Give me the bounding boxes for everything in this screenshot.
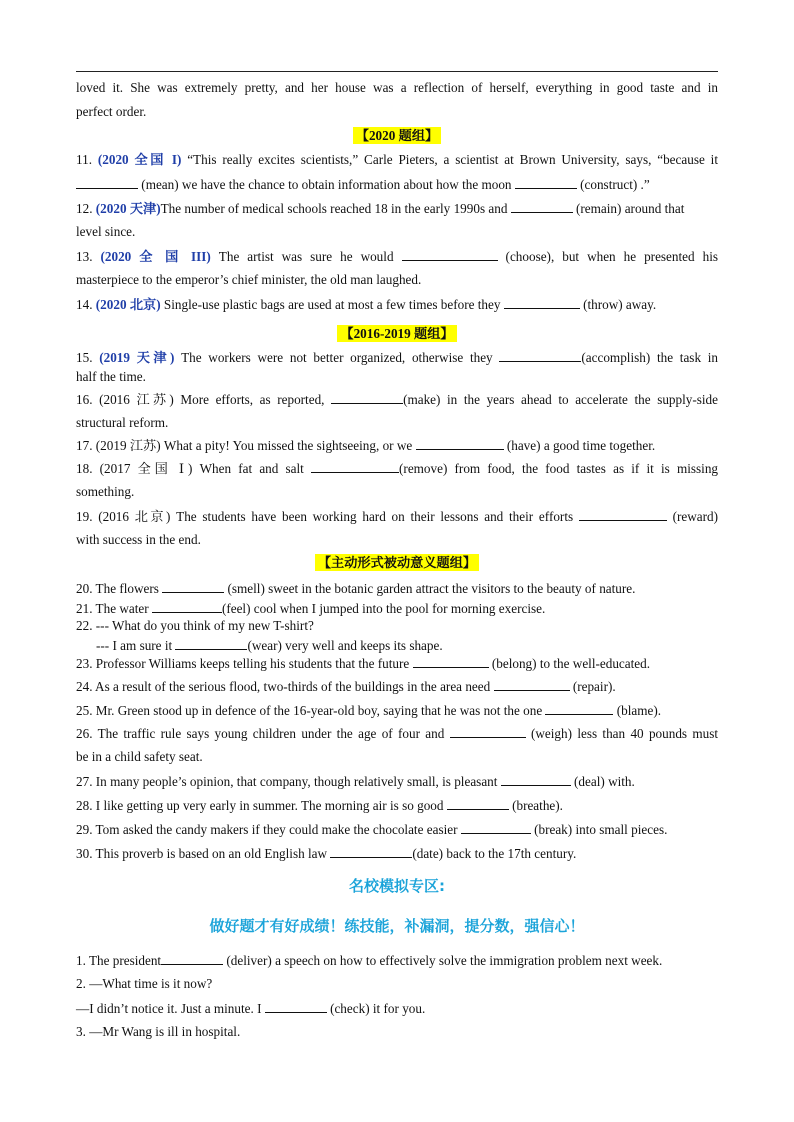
q24-text-2: (repair). (572, 679, 616, 694)
header-rule (76, 71, 718, 72)
m1-blank[interactable] (161, 952, 223, 965)
q15-text-2: (accomplish) the task in (581, 350, 719, 365)
question-22: 22. --- What do you think of my new T-shirt? (76, 618, 314, 633)
q17-text: 17. (2019 江苏) What a pity! You missed the sightseeing, or we (76, 438, 413, 453)
q27-blank[interactable] (501, 773, 571, 786)
question-23 (76, 655, 718, 672)
q12-text: The number of medical schools reached 18 in the early 1990s and (160, 201, 508, 216)
q18-blank[interactable] (311, 460, 399, 473)
q30-text-2: (date) back to the 17th century. (412, 846, 577, 861)
question-13 (76, 248, 718, 265)
question-21 (76, 600, 718, 617)
question-18-cont: something. (76, 484, 135, 499)
q29-blank[interactable] (461, 821, 531, 834)
q13-source: (2020 全 国 III) (100, 249, 211, 264)
question-20 (76, 580, 718, 597)
question-11-cont (76, 176, 718, 193)
question-30 (76, 845, 718, 862)
group-2020-heading (76, 128, 718, 144)
q30-text: 30. This proverb is based on an old English law (76, 846, 328, 861)
group-active-heading (76, 555, 718, 571)
q23-text-2: (belong) to the well-educated. (491, 656, 651, 671)
q20-text-2: (smell) sweet in the botanic garden attract the visitors to the beauty of nature. (227, 581, 636, 596)
q22-text-3: (wear) very well and keeps its shape. (247, 638, 443, 653)
m2-text-3: (check) it for you. (330, 1001, 426, 1016)
q13-text-2: (choose), but when he presented his (505, 249, 719, 264)
m2-text-2: —I didn’t notice it. Just a minute. I (76, 1001, 262, 1016)
question-25 (76, 702, 718, 719)
question-14 (76, 296, 718, 313)
q27-text-2: (deal) with. (574, 774, 635, 789)
q26-blank[interactable] (450, 725, 526, 738)
question-24 (76, 678, 718, 695)
q14-text-2: (throw) away. (583, 297, 657, 312)
question-28 (76, 797, 718, 814)
q23-text: 23. Professor Williams keeps telling his students that the future (76, 656, 410, 671)
question-12 (76, 200, 718, 217)
group-2016-heading (76, 326, 718, 342)
q23-blank[interactable] (413, 655, 489, 668)
question-19-cont: with success in the end. (76, 532, 201, 547)
group-2016-title: 【2016-2019 题组】 (337, 325, 456, 342)
q11-text-3: (construct) .” (580, 177, 650, 192)
q28-text: 28. I like getting up very early in summer. The morning air is so good (76, 798, 444, 813)
intro-line-2: perfect order. (76, 104, 147, 119)
mock-slogan: 做好题才有好成绩！练技能，补漏洞，提分数，强信心！ (209, 917, 585, 935)
q21-blank[interactable] (152, 600, 222, 613)
q15-blank[interactable] (499, 349, 581, 362)
q18-text-2: (remove) from food, the food tastes as if it is missing (399, 461, 719, 476)
m1-text-2: (deliver) a speech on how to effectively solve the immigration problem next week. (226, 953, 663, 968)
question-29 (76, 821, 718, 838)
q14-blank[interactable] (504, 296, 580, 309)
q12-blank[interactable] (511, 200, 573, 213)
q26-text-2: (weigh) less than 40 pounds must (531, 726, 719, 741)
q29-text: 29. Tom asked the candy makers if they could make the chocolate easier (76, 822, 458, 837)
question-13-cont: masterpiece to the emperor’s chief minister, the old man laughed. (76, 272, 422, 287)
q27-text: 27. In many people’s opinion, that company, though relatively small, is pleasant (76, 774, 498, 789)
question-26 (76, 725, 718, 742)
q28-blank[interactable] (447, 797, 509, 810)
m1-text: 1. The president (76, 953, 162, 968)
question-22-reply (76, 637, 738, 654)
q12-number: 12. (76, 201, 93, 216)
q21-text-2: (feel) cool when I jumped into the pool for morning exercise. (221, 601, 546, 616)
question-16 (76, 391, 718, 408)
m2-blank[interactable] (265, 1000, 327, 1013)
q11-blank-2[interactable] (515, 176, 577, 189)
q12-source: (2020 天津) (95, 201, 161, 216)
q22-blank[interactable] (175, 637, 247, 650)
question-18 (76, 460, 718, 477)
q13-text: The artist was sure he would (218, 249, 394, 264)
q11-blank-1[interactable] (76, 176, 138, 189)
q22-text-2: --- I am sure it (96, 638, 173, 653)
mock-question-3: 3. —Mr Wang is ill in hospital. (76, 1024, 241, 1039)
q14-number: 14. (76, 297, 93, 312)
q11-number: 11. (76, 152, 92, 167)
q25-text-2: (blame). (616, 703, 662, 718)
q30-blank[interactable] (330, 845, 412, 858)
group-2020-title: 【2020 题组】 (353, 127, 441, 144)
question-27 (76, 773, 718, 790)
question-11 (76, 152, 718, 168)
mock-section-title: 名校模拟专区: (349, 877, 445, 895)
q15-source: (2019 天津) (99, 350, 175, 365)
question-12-cont: level since. (76, 224, 136, 239)
q20-text: 20. The flowers (76, 581, 159, 596)
q14-source: (2020 北京) (95, 297, 161, 312)
q11-text-2: (mean) we have the chance to obtain information about how the moon (141, 177, 512, 192)
q26-text: 26. The traffic rule says young children under the age of four and (76, 726, 445, 741)
q11-text: “This really excites scientists,” Carle Pieters, a scientist at Brown University, says, “because it (187, 152, 718, 167)
q28-text-2: (breathe). (512, 798, 563, 813)
q16-blank[interactable] (331, 391, 403, 404)
q14-text: Single-use plastic bags are used at most a few times before they (163, 297, 501, 312)
q13-number: 13. (76, 249, 93, 264)
intro-line-1: loved it. She was extremely pretty, and her house was a reflection of herself, everything in good taste and in (76, 80, 718, 95)
q19-text: 19. (2016 北京) The students have been working hard on their lessons and their efforts (76, 509, 574, 524)
group-active-title: 【主动形式被动意义题组】 (315, 554, 479, 571)
question-17 (76, 437, 718, 454)
q17-text-2: (have) a good time together. (506, 438, 656, 453)
q16-text-2: (make) in the years ahead to accelerate the supply-side (403, 392, 719, 407)
question-19 (76, 508, 718, 525)
q25-text: 25. Mr. Green stood up in defence of the 16-year-old boy, saying that he was not the one (76, 703, 543, 718)
q17-blank[interactable] (416, 437, 504, 450)
q19-text-2: (reward) (672, 509, 719, 524)
q18-text: 18. (2017 全国 Ⅰ) When fat and salt (76, 461, 304, 476)
mock-question-1 (76, 952, 718, 969)
q13-blank[interactable] (402, 248, 498, 261)
q24-text: 24. As a result of the serious flood, two-thirds of the buildings in the area need (76, 679, 491, 694)
mock-question-2-reply (76, 1000, 718, 1017)
q11-source: (2020 全国 I) (97, 152, 182, 167)
q12-text-2: (remain) around that (576, 201, 685, 216)
q19-blank[interactable] (579, 508, 667, 521)
question-15-cont: half the time. (76, 369, 146, 384)
q15-text: The workers were not better organized, otherwise they (181, 350, 493, 365)
q15-number: 15. (76, 350, 93, 365)
q29-text-2: (break) into small pieces. (534, 822, 668, 837)
q21-text: 21. The water (76, 601, 149, 616)
question-15 (76, 349, 718, 366)
q24-blank[interactable] (494, 678, 570, 691)
question-26-cont: be in a child safety seat. (76, 749, 203, 764)
q25-blank[interactable] (545, 702, 613, 715)
q16-text: 16. (2016 江苏) More efforts, as reported, (76, 392, 325, 407)
mock-question-2: 2. —What time is it now? (76, 976, 213, 991)
q20-blank[interactable] (162, 580, 224, 593)
question-16-cont: structural reform. (76, 415, 169, 430)
